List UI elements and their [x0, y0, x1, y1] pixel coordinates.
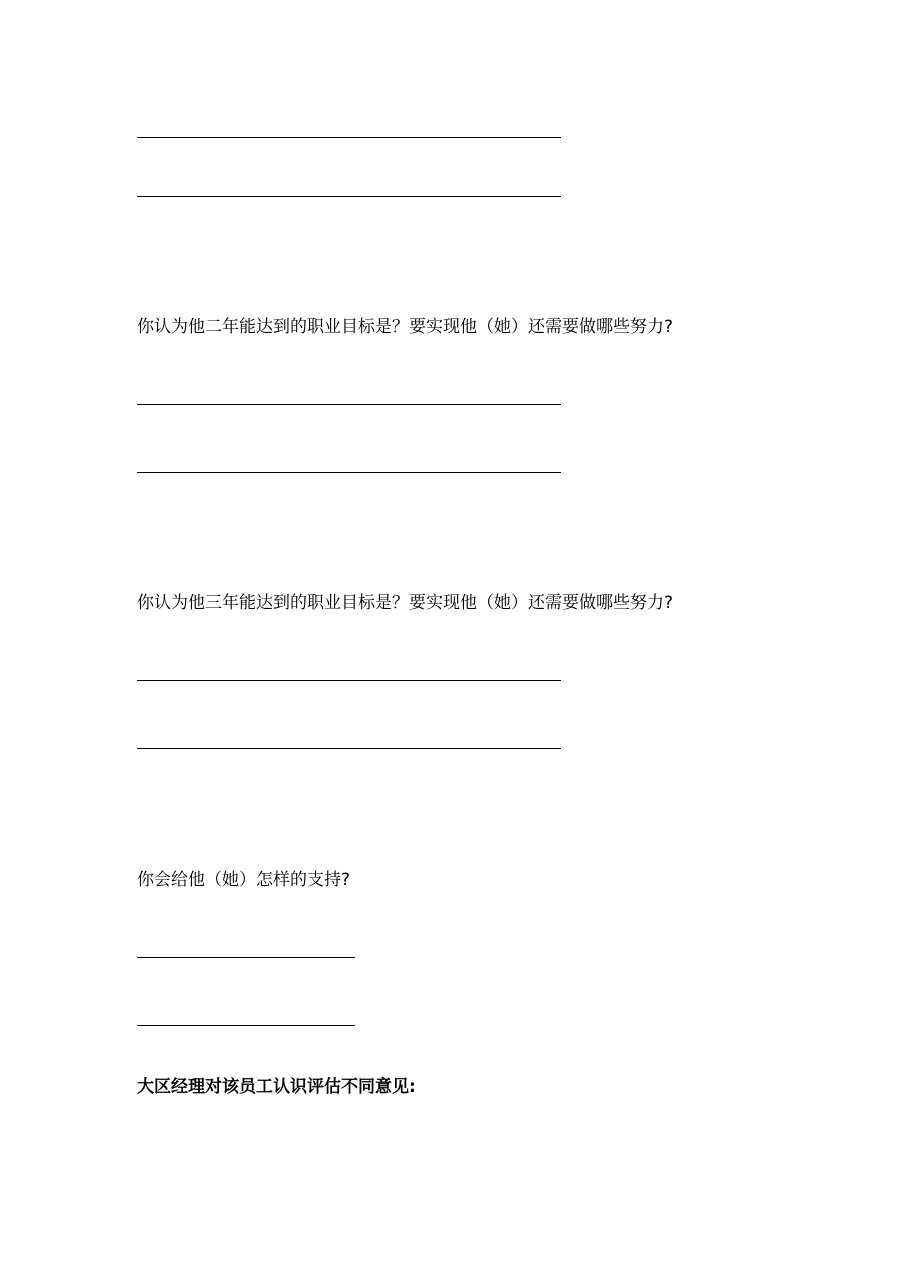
answer-line-short: [137, 1025, 355, 1026]
answer-line-short: [137, 957, 355, 958]
answer-line: [137, 137, 561, 138]
answer-line: [137, 680, 561, 681]
question-two-year-goal: 你认为他二年能达到的职业目标是？要实现他（她）还需要做哪些努力?: [137, 317, 674, 337]
answer-line: [137, 472, 561, 473]
answer-line: [137, 196, 561, 197]
heading-regional-manager-opinion: 大区经理对该员工认识评估不同意见:: [137, 1077, 416, 1097]
question-support: 你会给他（她）怎样的支持?: [137, 870, 351, 890]
answer-line: [137, 748, 561, 749]
answer-line: [137, 404, 561, 405]
question-three-year-goal: 你认为他三年能达到的职业目标是？要实现他（她）还需要做哪些努力?: [137, 593, 674, 613]
